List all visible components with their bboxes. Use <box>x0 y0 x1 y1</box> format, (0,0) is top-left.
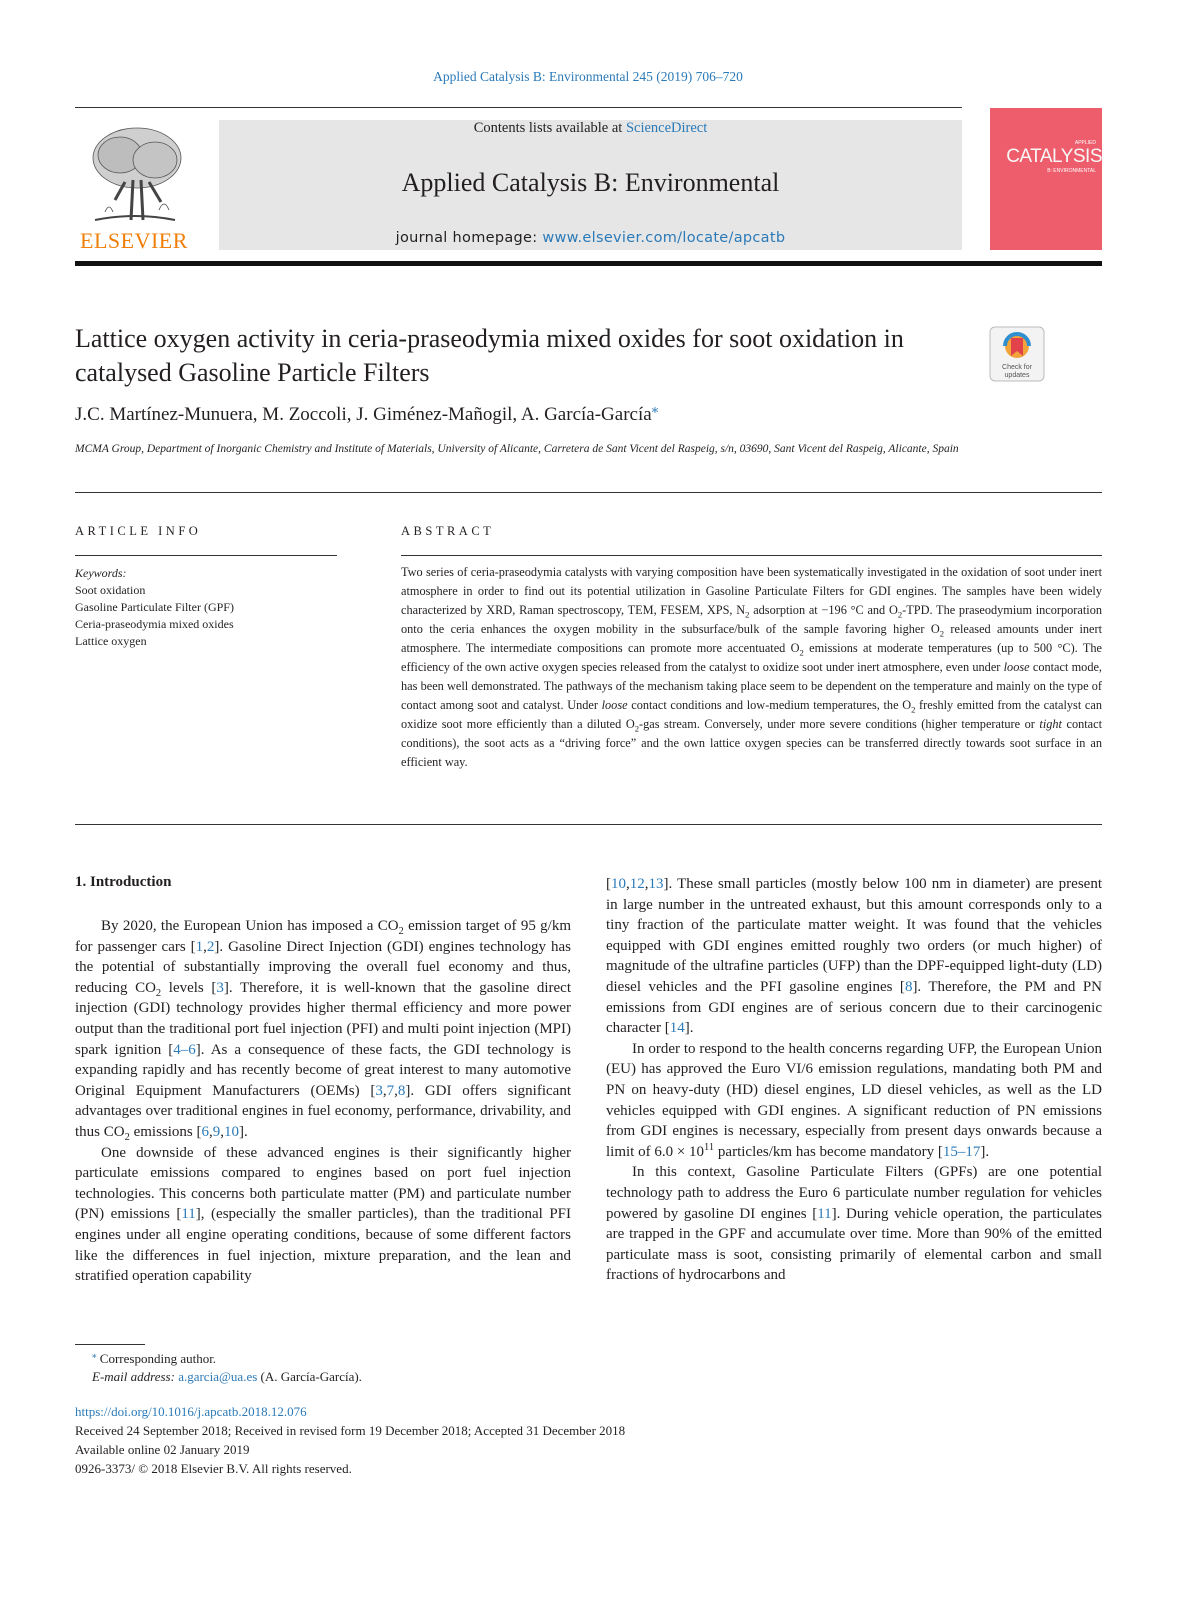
copyright: 0926-3373/ © 2018 Elsevier B.V. All rights reserved. <box>75 1461 352 1476</box>
header-bottom-rule <box>75 261 1102 266</box>
citation-link[interactable]: 8 <box>397 1082 406 1099</box>
body-paragraph: [10,12,13]. These small particles (mostly below 100 nm in diameter) are present in large number in the untreated exhaust, but this amount corresponds only to a tiny fraction of the particulate matter weight. It was found that the vehicles equipped with GDI engines emitted roughly two orders (or much higher) of magnitude of the ultrafine particles (UFP) than the DPF-equipped light-duty (LD) diesel vehicles and the PFI gasoline engines [8]. Therefore, the PM and PN emissions from GDI engines are of serious concern due to their carcinogenic character [14]. <box>606 876 1102 1037</box>
author-list <box>75 400 980 426</box>
keywords-block <box>75 565 337 650</box>
cover-subtitle: B: ENVIRONMENTAL <box>1047 168 1096 174</box>
keywords-label: Keywords: <box>75 566 127 580</box>
citation-link[interactable]: 8 <box>904 978 913 995</box>
keyword-item: Ceria-praseodymia mixed oxides <box>75 617 234 631</box>
citation-link[interactable]: 2 <box>206 938 215 955</box>
citation-link[interactable]: 13 <box>648 876 664 892</box>
citation-link[interactable]: 4–6 <box>173 1041 196 1058</box>
introduction-heading: 1. Introduction <box>75 874 172 890</box>
footnote-rule <box>75 1344 145 1345</box>
cover-title: CATALYSIS <box>1006 146 1102 167</box>
body-paragraph: In order to respond to the health concerns regarding UFP, the European Union (EU) has approved the Euro VI/6 emission regulations, mandating both PM and PN on heavy-duty (HD) diesel engines, LD diesel vehicles, as well as the LD vehicles equipped with GDI engines. A significant reduction of PN emissions from GDI engines is necessary, especially from present days onwards because a limit of $6.0 \times 10^{11}$ particles/km has become mandatory [15–17]. <box>606 1040 1102 1160</box>
online-date: Available online 02 January 2019 <box>75 1442 250 1457</box>
citation-link[interactable]: 3 <box>216 979 224 996</box>
citation-link[interactable]: 7 <box>386 1082 395 1099</box>
corresponding-note: ⁎ Corresponding author. <box>92 1349 217 1366</box>
homepage-prefix: journal homepage: <box>395 230 543 246</box>
citation-link[interactable]: 15–17 <box>942 1143 981 1160</box>
corresponding-author-mark[interactable]: ⁎ <box>651 400 659 416</box>
citation-link[interactable]: 1 <box>195 938 204 955</box>
keyword-item: Gasoline Particulate Filter (GPF) <box>75 600 234 614</box>
keyword-item: Lattice oxygen <box>75 634 147 648</box>
journal-title: Applied Catalysis B: Environmental <box>401 168 780 197</box>
citation-link[interactable]: 10 <box>224 1123 240 1140</box>
email-label: E-mail address: <box>92 1369 175 1384</box>
citation-link[interactable]: 9 <box>212 1123 221 1140</box>
body-paragraph: By 2020, the European Union has imposed a $CO_2$ emission target of 95 g/km for passenger cars [1,2]. Gasoline Direct Injection (GDI) engines technology has the potential of substantially improving the overall fuel economy and thus, reducing $CO_2$ levels [3]. Therefore, it is well-known that the gasoline direct injection (GDI) technology provides higher thermal efficiency and more power output than the traditional port fuel injection (PFI) and multi point injection (MPI) spark ignition [4–6]. As a consequence of these facts, the GDI technology is expanding rapidly and has recently become of great interest to many automotive Original Equipment Manufacturers (OEMs) [3,7,8]. GDI offers significant advantages over traditional engines in fuel economy, performance, drivability, and thus $CO_2$ emissions [6,9,10]. <box>75 918 572 1143</box>
keyword-item: Soot oxidation <box>75 583 146 597</box>
citation-link[interactable]: 3 <box>375 1082 383 1099</box>
homepage-line <box>219 230 962 246</box>
body-column-left <box>75 916 571 1287</box>
check-updates-line1: Check for <box>1002 364 1032 371</box>
homepage-link[interactable]: www.elsevier.com/locate/apcatb <box>542 230 786 246</box>
article-info-heading: ARTICLE INFO <box>75 524 202 538</box>
sciencedirect-link[interactable]: ScienceDirect <box>625 120 708 136</box>
doi-link[interactable]: https://doi.org/10.1016/j.apcatb.2018.12.076 <box>75 1404 307 1419</box>
contents-prefix: Contents lists available at <box>473 120 626 136</box>
publication-info <box>75 1402 975 1478</box>
check-updates-line2: updates <box>1004 372 1030 379</box>
citation-link[interactable]: 10 <box>611 876 626 892</box>
citation-link[interactable]: 11 <box>181 1206 196 1223</box>
citation-link[interactable]: 14 <box>669 1020 685 1037</box>
email-link[interactable]: a.garcia@ua.es <box>178 1369 258 1384</box>
citation-link[interactable]: 12 <box>629 876 645 892</box>
citation-link[interactable]: 11 <box>817 1205 832 1222</box>
contents-line <box>219 120 962 137</box>
email-suffix: (A. García-García). <box>257 1369 362 1384</box>
authors: J.C. Martínez-Munuera, M. Zoccoli, J. Giménez-Mañogil, A. García-García <box>75 404 652 425</box>
abstract-rule <box>401 555 1102 556</box>
journal-reference[interactable]: Applied Catalysis B: Environmental 245 (2019) 706–720 <box>433 69 743 84</box>
footnote <box>75 1350 775 1386</box>
email-line <box>75 1368 775 1386</box>
corresponding-text: Corresponding author. <box>99 1351 217 1366</box>
cover-applied-label: APPLIED <box>1074 140 1096 146</box>
article-info-rule <box>75 555 337 556</box>
affiliation: MCMA Group, Department of Inorganic Chemistry and Institute of Materials, University of Alicante, Carretera de Sant Vicent del Raspeig, s/n, 03690, Sant Vicent del Raspeig, Alicante, Spain <box>75 443 959 455</box>
header-top-rule <box>75 107 962 108</box>
body-paragraph: In this context, Gasoline Particulate Filters (GPFs) are one potential technology path to address the Euro 6 particulate number regulation for vehicles powered by gasoline DI engines [11]. During vehicle operation, the particulates are trapped in the GPF and accumulate over time. More than 90% of the emitted particulate mass is soot, consisting primarily of elemental carbon and small fractions of hydrocarbons and <box>606 1164 1103 1284</box>
title-block-rule <box>75 492 1102 493</box>
abstract-bottom-rule <box>75 824 1102 825</box>
abstract-heading: ABSTRACT <box>401 524 495 538</box>
body-column-right <box>606 874 1102 1286</box>
elsevier-wordmark: ELSEVIER <box>80 228 188 253</box>
abstract-text: Two series of ceria-praseodymia catalysts with varying composition have been systematically investigated in the oxidation of soot under inert atmosphere in order to find out its potential utilization in Gasoline Particulate Filters for GDI engines. The samples have been widely characterized by XRD, Raman spectroscopy, TEM, FESEM, XPS, $N_2$ adsorption at −196 °C and $O_2$-TPD. The praseodymium incorporation onto the ceria enhances the oxygen mobility in the subsurface/bulk of the sample favoring higher $O_2$ released amounts under inert atmosphere. The intermediate compositions can promote more accentuated $O_2$ emissions at moderate temperatures (up to 500 °C). The efficiency of the own active oxygen species released from the catalyst to oxidize soot under inert atmosphere, even under loose contact mode, has been well demonstrated. The pathways of the mechanism taking place seem to be dependent on the temperature and mainly on the type of contact among soot and catalyst. Under loose contact conditions and low-medium temperatures, the $O_2$ freshly emitted from the catalyst can oxidize soot more efficiently than a diluted $O_2$-gas stream. Conversely, under more severe conditions (higher temperature or tight contact conditions), the soot acts as a “driving force” and the own lattice oxygen species can be transferred directly towards soot surface in an efficient way. <box>401 565 1102 769</box>
body-paragraph: One downside of these advanced engines is their significantly higher particulate emissions compared to engines based on port fuel injection technologies. This concerns both particulate matter (PM) and particulate number (PN) emissions [11], (especially the smaller particles), than the traditional PFI engines under all engine operating conditions, because of some different factors like the differences in fuel injection, mixture preparation, and the lean and stratified operation capability <box>75 1144 572 1285</box>
received-dates: Received 24 September 2018; Received in revised form 19 December 2018; Accepted 31 December 2018 <box>75 1423 626 1438</box>
check-for-updates-badge[interactable] <box>989 326 1045 382</box>
article-title: Lattice oxygen activity in ceria-praseodymia mixed oxides for soot oxidation in catalysed Gasoline Particle Filters <box>75 324 904 387</box>
citation-link[interactable]: 6 <box>201 1123 210 1140</box>
journal-cover[interactable] <box>990 108 1102 250</box>
